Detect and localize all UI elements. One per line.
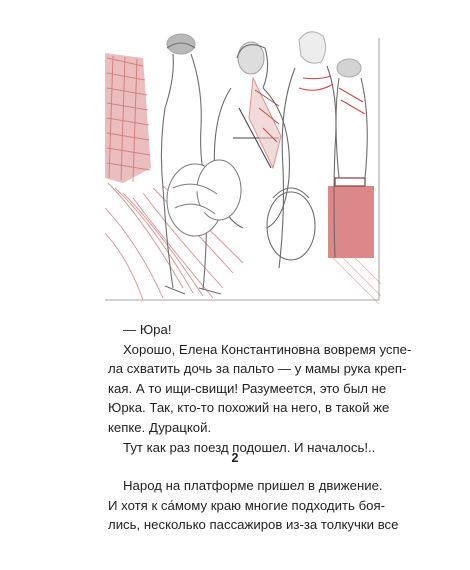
text-line: Хорошо, Елена Константиновна вовремя успе- (123, 341, 412, 357)
paragraph-2 (108, 340, 412, 438)
paragraph-4 (108, 476, 399, 535)
text-line: Тут как раз поезд подошел. И началось!.. (123, 439, 376, 455)
paragraph-1 (108, 320, 370, 340)
chapter-number: 2 (231, 451, 239, 465)
text-line: И хотя к са́мому краю многие подходить боя- (108, 497, 385, 513)
pencil-sketch-illustration-icon (103, 18, 381, 304)
text-line: кая. А то ищи-свищи! Разумеется, это был не (108, 380, 387, 396)
text-line: кепке. Дурацкой. (108, 419, 212, 435)
illustration (103, 18, 381, 304)
text-line: Юрка. Так, кто-то похожий на него, в такой же (108, 400, 390, 416)
text-line: Народ на платформе пришел в движение. (123, 478, 383, 493)
chapter-text (108, 476, 399, 535)
text-line: ла схватить дочь за пальто — у мамы рука креп- (108, 361, 407, 377)
main-text (108, 320, 412, 457)
text-line: — Юра! (123, 322, 172, 337)
text-line: лись, несколько пассажиров из-за толкучки все (108, 517, 399, 533)
